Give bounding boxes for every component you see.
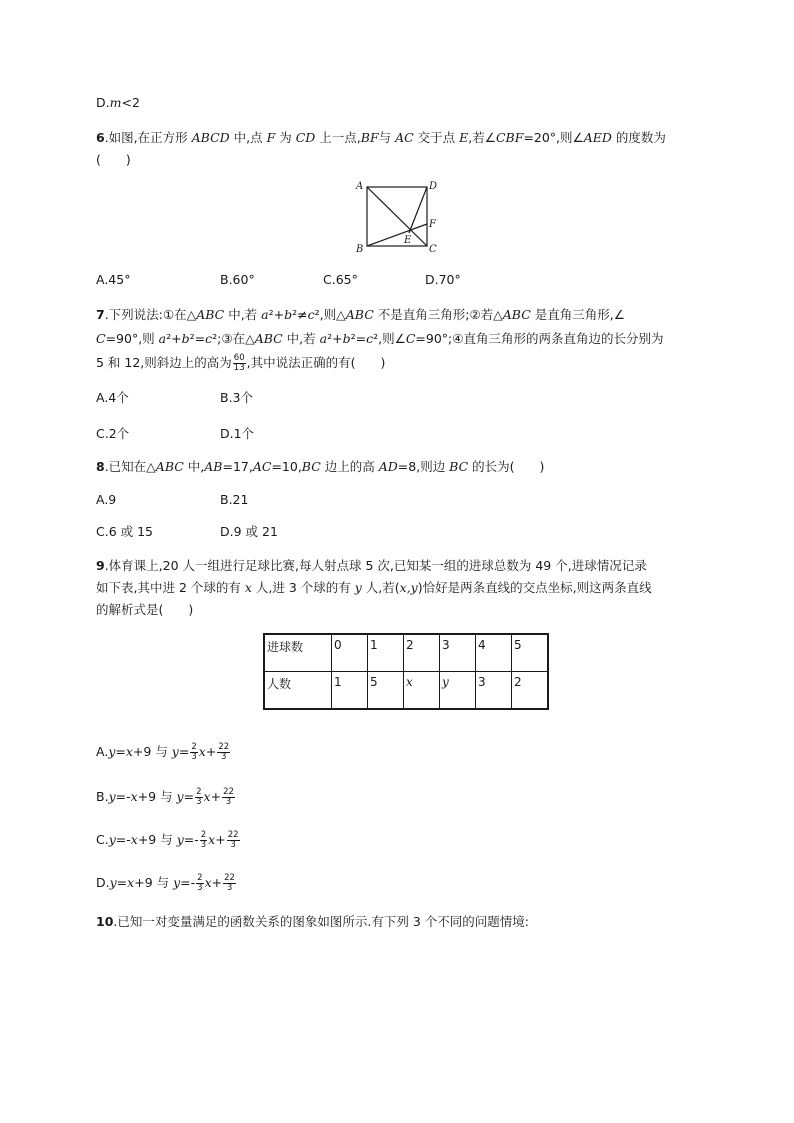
q7-option-a[interactable]: A.4个 (96, 390, 129, 405)
answer-paren: ( ) (96, 152, 131, 167)
label-a: A (356, 181, 364, 192)
goals-table (263, 633, 549, 710)
table-cell: 人数 (264, 672, 332, 710)
q7-option-b[interactable]: B.3个 (220, 390, 254, 405)
segment-ed (409, 187, 427, 233)
table-cell: 4 (476, 634, 512, 672)
table-cell: 1 (332, 672, 368, 710)
label-b: B (356, 244, 364, 255)
question-7: 7.下列说法:①在△ABC 中,若 a²+b²≠c²,则△ABC 不是直角三角形;②若△ABC 是直角三角形,∠ C=90°,则 a²+b²=c²;③在△ABC 中,若 a²+b²=c²,则∠C=90°;④直角三角形的两条直角边的长分别为 5 和 12,则斜边上的高为 $\frac{60}{13}$ ,其中说法正确的有( ) (96, 307, 664, 373)
question-10: 10.已知一对变量满足的函数关系的图象如图所示.有下列 3 个不同的问题情境: (96, 914, 529, 929)
segment-bf (367, 224, 427, 246)
q8-option-c[interactable]: C.6 或 15 (96, 524, 154, 539)
table-cell: 5 (368, 672, 404, 710)
table-cell: x (404, 672, 440, 710)
q6-option-a[interactable]: A.45° (96, 272, 131, 287)
square-figure (350, 176, 445, 256)
table-cell: 5 (512, 634, 549, 672)
table-row (264, 634, 548, 672)
previous-option-d: D.m<2 (96, 95, 140, 110)
question-6: 6.如图,在正方形 ABCD 中,点 F 为 CD 上一点,BF与 AC 交于点 E,若∠CBF=20°,则∠AED 的度数为 ( ) (96, 130, 666, 167)
q9-option-d[interactable]: D.y=x+9 与 y=- $\frac{2}{3}$ x+ $\frac{22}{3}$ (96, 873, 235, 893)
label-f: F (429, 219, 436, 230)
label-e: E (404, 235, 412, 246)
fraction-60-13: $\frac{60}{13}$ (233, 353, 245, 373)
q9-option-a[interactable]: A.y=x+9 与 y= $\frac{2}{3}$ x+ $\frac{22}{3}$ (96, 742, 230, 762)
table-cell: 进球数 (264, 634, 332, 672)
q8-option-b[interactable]: B.21 (220, 492, 249, 507)
q8-option-d[interactable]: D.9 或 21 (220, 524, 278, 539)
table-cell: 1 (368, 634, 404, 672)
diagonal-ac (367, 187, 427, 246)
table-cell: 2 (512, 672, 549, 710)
question-8: 8.已知在△ABC 中,AB=17,AC=10,BC 边上的高 AD=8,则边 BC 的长为( ) (96, 459, 545, 474)
q6-option-b[interactable]: B.60° (220, 272, 255, 287)
q6-option-c[interactable]: C.65° (323, 272, 358, 287)
q6-option-d[interactable]: D.70° (425, 272, 461, 287)
q9-option-b[interactable]: B.y=-x+9 与 y= $\frac{2}{3}$ x+ $\frac{22}{3}$ (96, 787, 234, 807)
q9-option-c[interactable]: C.y=-x+9 与 y=- $\frac{2}{3}$ x+ $\frac{22}{3}$ (96, 830, 239, 850)
table-row (264, 672, 548, 710)
table-cell: 0 (332, 634, 368, 672)
q7-option-d[interactable]: D.1个 (220, 426, 255, 441)
prev-option-tail: <2 (121, 95, 140, 110)
table-cell: y (440, 672, 476, 710)
label-d: D (429, 181, 438, 192)
q8-option-a[interactable]: A.9 (96, 492, 117, 507)
q7-option-c[interactable]: C.2个 (96, 426, 130, 441)
question-9: 9.体育课上,20 人一组进行足球比赛,每人射点球 5 次,已知某一组的进球总数为 49 个,进球情况记录 如下表,其中进 2 个球的有 x 人,进 3 个球的有 y 人,若(x,y)恰好是两条直线的交点坐标,则这两条直线 的解析式是( ) (96, 558, 652, 617)
table-cell: 3 (440, 634, 476, 672)
table-cell: 3 (476, 672, 512, 710)
label-c: C (429, 244, 437, 255)
table-cell: 2 (404, 634, 440, 672)
